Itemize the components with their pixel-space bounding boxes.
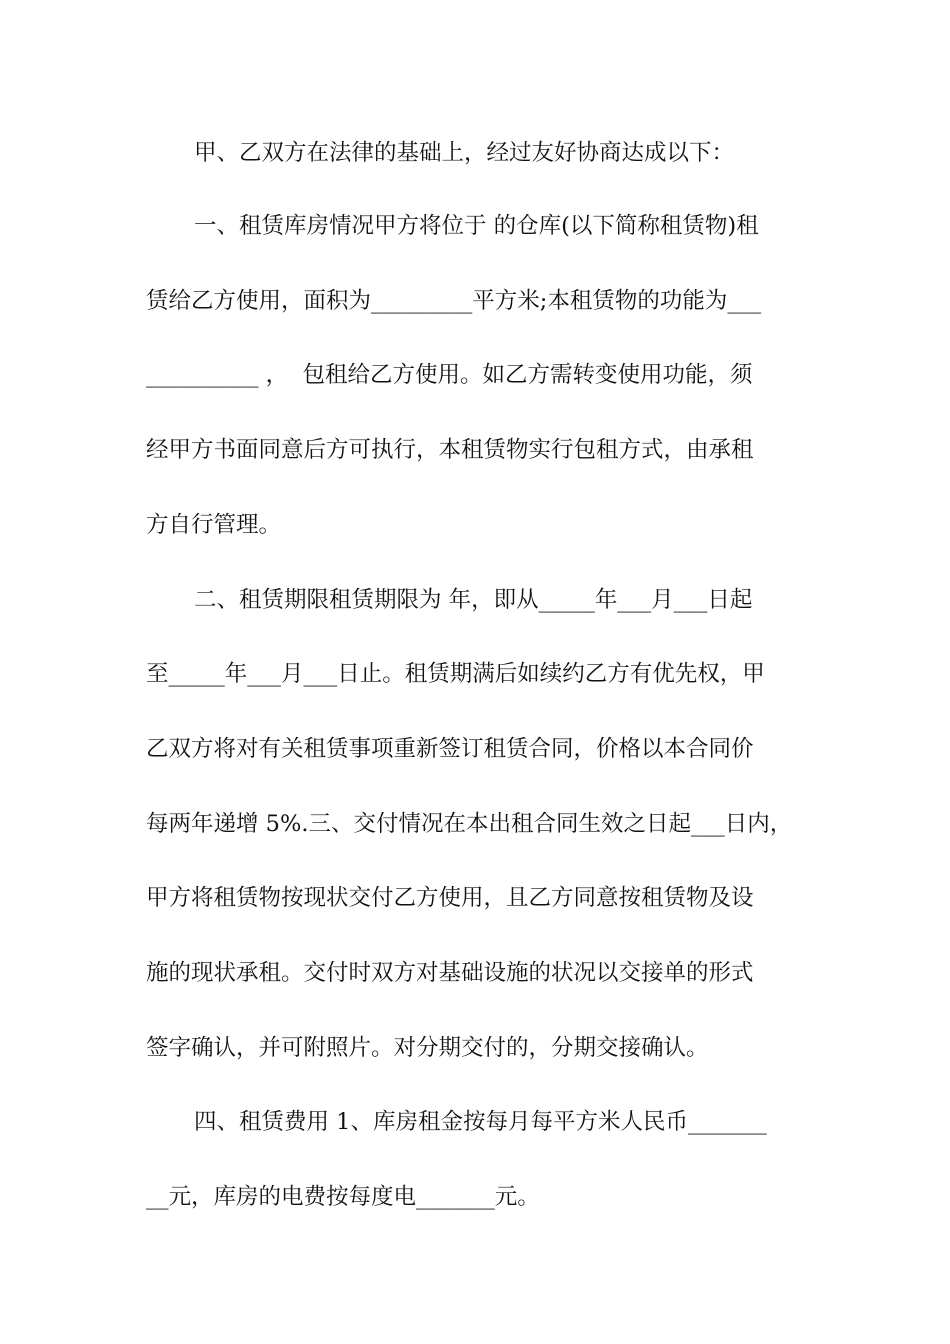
paragraph-3-line-1: 四、租赁费用 1、库房租金按每月每平方米人民币_______ xyxy=(194,1109,767,1135)
paragraph-2-line-6: 施的现状承租。交付时双方对基础设施的状况以交接单的形式 xyxy=(146,960,754,986)
paragraph-1-line-5: 方自行管理。 xyxy=(146,512,282,538)
paragraph-1-line-4: 经甲方书面同意后方可执行，本租赁物实行包租方式，由承租 xyxy=(146,437,754,463)
paragraph-2-line-5: 甲方将租赁物按现状交付乙方使用，且乙方同意按租赁物及设 xyxy=(146,885,754,911)
paragraph-2-line-7: 签字确认，并可附照片。对分期交付的，分期交接确认。 xyxy=(146,1035,709,1061)
paragraph-1-line-1: 一、租赁库房情况甲方将位于 的仓库(以下简称租赁物)租 xyxy=(194,213,759,239)
paragraph-2-line-1: 二、租赁期限租赁期限为 年，即从_____年___月___日起 xyxy=(194,587,753,613)
paragraph-1-line-2: 赁给乙方使用，面积为_________平方米;本租赁物的功能为___ xyxy=(146,288,762,314)
paragraph-2-line-4: 每两年递增 5%.三、交付情况在本出租合同生效之日起___日内， xyxy=(146,811,793,837)
paragraph-1-line-3: __________ ， 包租给乙方使用。如乙方需转变使用功能，须 xyxy=(146,362,753,388)
paragraph-2-line-2: 至_____年___月___日止。租赁期满后如续约乙方有优先权，甲 xyxy=(146,661,765,687)
paragraph-2-line-3: 乙双方将对有关租赁事项重新签订租赁合同，价格以本合同价 xyxy=(146,736,754,762)
paragraph-3-line-2: __元，库房的电费按每度电_______元。 xyxy=(146,1184,540,1210)
paragraph-intro-line-1: 甲、乙双方在法律的基础上，经过友好协商达成以下： xyxy=(194,140,735,166)
